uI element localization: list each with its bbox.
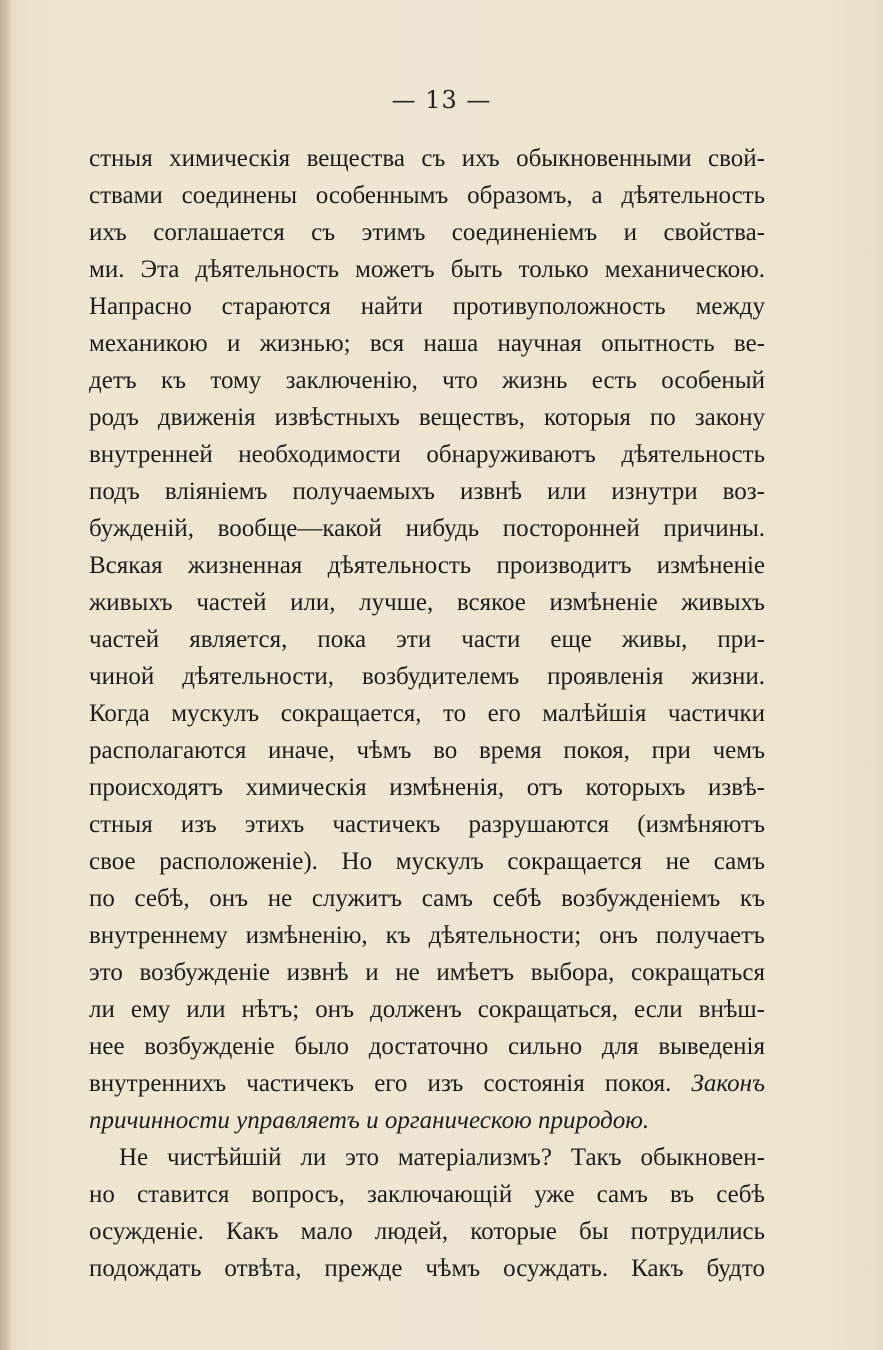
line-text: внутренней необходимости обнаруживаютъ дѣятельность xyxy=(89,441,765,468)
text-line xyxy=(89,547,765,584)
line-text: свое расположеніе). Но мускулъ сокращается не самъ xyxy=(89,848,765,875)
text-line xyxy=(89,251,765,288)
body-text xyxy=(89,140,765,1287)
line-text: Не чистѣйшій ли это матеріализмъ? Такъ обыкновен- xyxy=(119,1144,765,1171)
line-text: стныя изъ этихъ частичекъ разрушаются (измѣняютъ xyxy=(89,811,765,838)
text-line xyxy=(89,1102,765,1139)
text-line xyxy=(89,325,765,362)
text-line xyxy=(89,621,765,658)
text-line xyxy=(89,1065,765,1102)
text-line xyxy=(89,473,765,510)
line-text: ствами соединены особеннымъ образомъ, а дѣятельность xyxy=(89,182,765,209)
text-line xyxy=(89,584,765,621)
line-text: родъ движенія извѣстныхъ веществъ, которыя по закону xyxy=(89,404,765,431)
italic-emphasis: причинности управляетъ и органическою природою. xyxy=(89,1107,650,1134)
page-number: — 13 — xyxy=(391,86,492,114)
line-text: чиной дѣятельности, возбудителемъ проявленія жизни. xyxy=(89,663,765,690)
page-binding-edge xyxy=(0,0,10,1350)
line-text: внутреннихъ частичекъ его изъ состоянія покоя. xyxy=(89,1070,672,1097)
line-text: ми. Эта дѣятельность можетъ быть только механическою. xyxy=(89,256,765,283)
line-text: Когда мускулъ сокращается, то его малѣйшія частички xyxy=(89,700,765,727)
text-line xyxy=(89,1176,765,1213)
text-line xyxy=(89,288,765,325)
italic-emphasis: Законъ xyxy=(691,1070,766,1097)
text-line xyxy=(89,436,765,473)
line-text: ли ему или нѣтъ; онъ долженъ сокращаться, если внѣш- xyxy=(89,996,765,1023)
line-text: бужденій, вообще—какой нибудь посторонней причины. xyxy=(89,515,765,542)
text-line xyxy=(89,658,765,695)
text-line xyxy=(89,806,765,843)
line-text: это возбужденіе извнѣ и не имѣетъ выбора, сокращаться xyxy=(89,959,765,986)
text-line xyxy=(89,1250,765,1287)
line-text: Всякая жизненная дѣятельность производитъ измѣненіе xyxy=(89,552,765,579)
line-text: ихъ соглашается съ этимъ соединеніемъ и свойства- xyxy=(89,219,765,246)
line-text: происходятъ химическія измѣненія, отъ которыхъ извѣ- xyxy=(89,774,765,801)
text-line xyxy=(89,769,765,806)
text-line xyxy=(89,695,765,732)
text-line xyxy=(89,510,765,547)
line-text: внутреннему измѣненію, къ дѣятельности; онъ получаетъ xyxy=(89,922,765,949)
text-line xyxy=(89,362,765,399)
line-text: механикою и жизнью; вся наша научная опытность ве- xyxy=(89,330,765,357)
line-text: живыхъ частей или, лучше, всякое измѣненіе живыхъ xyxy=(89,589,765,616)
line-text: по себѣ, онъ не служитъ самъ себѣ возбужденіемъ къ xyxy=(89,885,765,912)
text-line xyxy=(89,954,765,991)
line-text: Напрасно стараются найти противуположность между xyxy=(89,293,765,320)
text-line xyxy=(89,917,765,954)
text-line xyxy=(89,399,765,436)
text-line xyxy=(89,732,765,769)
text-line xyxy=(89,1213,765,1250)
text-line xyxy=(89,1139,765,1176)
line-text: частей является, пока эти части еще живы, при- xyxy=(89,626,765,653)
line-text: осужденіе. Какъ мало людей, которые бы потрудились xyxy=(89,1218,765,1245)
line-text: располагаются иначе, чѣмъ во время покоя, при чемъ xyxy=(89,737,765,764)
line-text: нее возбужденіе было достаточно сильно для выведенія xyxy=(89,1033,765,1060)
line-text: подъ вліяніемъ получаемыхъ извнѣ или изнутри воз- xyxy=(89,478,765,505)
text-line xyxy=(89,214,765,251)
line-text: но ставится вопросъ, заключающій уже самъ въ себѣ xyxy=(89,1181,765,1208)
text-line xyxy=(89,1028,765,1065)
text-line xyxy=(89,991,765,1028)
text-line xyxy=(89,140,765,177)
line-text: стныя химическія вещества съ ихъ обыкновенными свой- xyxy=(89,145,765,172)
text-line xyxy=(89,843,765,880)
line-text: детъ къ тому заключенію, что жизнь есть особеный xyxy=(89,367,765,394)
text-line xyxy=(89,177,765,214)
line-text: подождать отвѣта, прежде чѣмъ осуждать. Какъ будто xyxy=(89,1255,765,1282)
text-line xyxy=(89,880,765,917)
